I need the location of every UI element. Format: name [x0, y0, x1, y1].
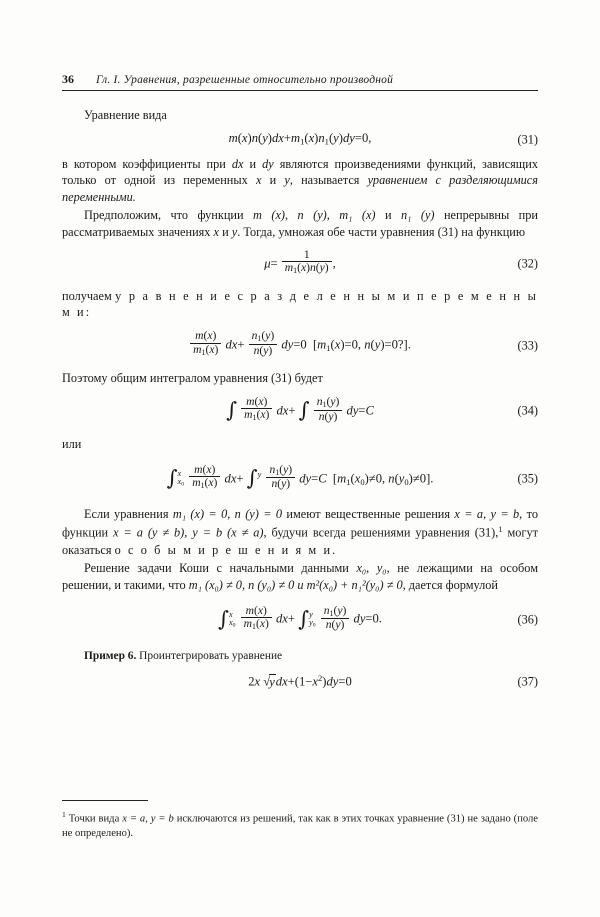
- example-text: Проинтегрировать уравнение: [139, 649, 283, 662]
- example-6: [62, 650, 538, 662]
- roots-ab: x = a, y = b: [454, 506, 520, 521]
- inline-y2: y: [231, 224, 238, 239]
- footnote-area: [62, 800, 538, 842]
- paragraph-or: или: [62, 437, 82, 451]
- chapter-title: Гл. I. Уравнения, разрешенные относительно производной: [96, 74, 394, 86]
- integral-limits-1: x $x_0$: [177, 468, 185, 489]
- footnote-points: x = a, y = b: [122, 813, 174, 825]
- equation-33: [62, 329, 538, 359]
- inline-dy: dy: [262, 156, 274, 171]
- equation-32: [62, 247, 538, 278]
- func-m-x: m (x): [253, 208, 285, 223]
- equation-34-math: ∫ $\frac{m(x)}{m_1(x)}$ dx+ ∫ $\frac{n_1(y)}{n(y)}$ dy=C: [226, 394, 374, 423]
- fraction-mu: $\frac{1}{m_1(x)n(y)}$: [282, 249, 332, 276]
- paragraph-coefficients: в котором коэффициенты при dx и dy являются произведениями функций, зависящих только от одной из переменных x и y, называется уравнением с разделяющимися переменными.: [62, 156, 538, 204]
- inline-dx: dx: [231, 156, 244, 171]
- footnote-rule: [62, 800, 148, 801]
- paragraph-cauchy-problem: Решение задачи Коши с начальными данными x₀, y₀, не лежащими на особом решении, и такими, что m₁ (x₀) ≠ 0, n (y₀) ≠ 0 и m²(x₀) + n₁²(y₀) ≠ 0, дается формулой: [62, 561, 538, 592]
- integral-sign-6: ∫: [298, 606, 310, 631]
- paragraph-intro: Уравнение вида: [84, 108, 167, 122]
- term-separated-variables: у р а в н е н и е с р а з д е л е н н ы м и п е р е м е н н ы м и:: [62, 288, 538, 320]
- footnote-ref: 1: [498, 525, 503, 535]
- equation-31: [62, 131, 538, 149]
- solutions-ab: x = a (y ≠ b), y = b (x ≠ a): [113, 526, 264, 540]
- func-m1-x: m₁ (x): [339, 208, 376, 223]
- equation-32-math: μ= $\frac{1}{m_1(x)n(y)}$ ,: [264, 247, 336, 276]
- fraction-m-over-m1: $\frac{m(x)}{m_1(x)}$: [190, 330, 221, 357]
- equation-35-tag: (35): [517, 471, 538, 486]
- equation-36: [62, 603, 538, 633]
- integral-sign-2: ∫: [298, 398, 310, 423]
- equation-31-tag: (31): [517, 132, 538, 147]
- example-label: Пример 6.: [84, 649, 137, 662]
- initial-data: x₀, y₀: [356, 561, 387, 576]
- equation-32-tag: (32): [517, 256, 538, 271]
- inline-y: y: [284, 173, 290, 188]
- fraction-m-over-m1-c: $\frac{m(x)}{m_1(x)}$: [189, 464, 220, 491]
- paragraph-general-integral: Поэтому общим интегралом уравнения (31) будет: [62, 371, 323, 386]
- fraction-n1-over-n-b: $\frac{n_1(y)}{n(y)}$: [314, 396, 343, 423]
- equation-37-math: 2x $√ydx+(1-x^2)dy=0$: [248, 672, 352, 689]
- fraction-n1-over-n-c: $\frac{n_1(y)}{n(y)}$: [266, 464, 295, 491]
- equations-zero: m₁ (x) = 0, n (y) = 0: [172, 506, 283, 521]
- footnote-marker: 1: [62, 810, 66, 819]
- integral-limits-3: x $x_0$: [228, 609, 236, 629]
- equation-34-tag: (34): [517, 403, 538, 418]
- integral-sign-5: ∫: [218, 606, 229, 631]
- fraction-m-over-m1-d: $\frac{m(x)}{m_1(x)}$: [241, 605, 272, 632]
- fraction-n1-over-n-d: $\frac{n_1(y)}{n(y)}$: [321, 605, 350, 632]
- term-separable-equation: уравнением с разделяющимися переменными.: [62, 173, 538, 204]
- inline-x: x: [255, 173, 262, 188]
- integral-sign: ∫: [226, 398, 238, 423]
- equation-37-tag: (37): [517, 674, 538, 689]
- equation-35-math: ∫ x $x_0$ $\frac{m(x)}{m_1(x)}$ dx+ ∫ y $\frac{n_1(y)}{n(y)}$ dy=C [$m_1(x_0)\ne 0$, $n(y_0)\ne 0$].: [166, 462, 434, 491]
- page-number: 36: [62, 72, 74, 86]
- term-singular-solutions: о с о б ы м и р е ш е н и я м и.: [114, 542, 338, 557]
- page-content: [62, 72, 538, 691]
- equation-34: [62, 394, 538, 425]
- paragraph-separated: получаем у р а в н е н и е с р а з д е л е н н ы м и п е р е м е н н ы м и:: [62, 288, 538, 320]
- integral-limits-4: y $y_0$: [309, 609, 316, 629]
- integral-sign-3: ∫: [166, 466, 178, 491]
- running-header: [62, 72, 538, 87]
- fraction-n1-over-n: $\frac{n_1(y)}{n(y)}$: [249, 330, 278, 357]
- equation-35: [62, 462, 538, 493]
- equation-36-tag: (36): [517, 612, 538, 627]
- equation-33-math: $\frac{m(x)}{m_1(x)}$ dx+ $\frac{n_1(y)}{n(y)}$ dy=0 [$m_1(x)=0$, n(y)=0?].: [62, 332, 538, 359]
- fraction-m-over-m1-b: $\frac{m(x)}{m_1(x)}$: [241, 396, 272, 423]
- inline-x2: x: [213, 224, 219, 239]
- paragraph-assumption: Предположим, что функции m (x), n (y), m₁ (x) и n₁ (y) непрерывны при рассматриваемых значениях x и y. Тогда, умножая обе части уравнения (31) на функцию: [62, 208, 538, 239]
- func-n-y: n (y): [297, 208, 327, 223]
- equation-37: [62, 673, 538, 691]
- equation-33-tag: (33): [517, 338, 538, 353]
- equation-36-math: ∫ x $x_0$ $\frac{m(x)}{m_1(x)}$ dx+ ∫ y $y_0$ $\frac{n_1(y)}{n(y)}$ dy=0.: [218, 603, 382, 632]
- paragraph-singular-solutions: Если уравнения m₁ (x) = 0, n (y) = 0 имеют вещественные решения x = a, y = b, то функции x = a (y ≠ b), y = b (x ≠ a), будучи всегда решениями уравнения (31),$^1$ могут оказаться о с о б ы м и р е ш е н и я м и.: [62, 506, 538, 557]
- header-rule: [62, 90, 538, 91]
- integral-limits-2: y: [257, 469, 262, 479]
- integral-sign-4: ∫: [246, 466, 258, 491]
- func-n1-y: n₁ (y): [401, 208, 435, 223]
- conditions: m₁ (x₀) ≠ 0, n (y₀) ≠ 0 и m²(x₀) + n₁²(y₀) ≠ 0: [188, 577, 403, 592]
- footnote-1: $^1$ Точки вида x = a, y = b исключаются из решений, так как в этих точках уравнение (31) не задано (поле не определено).: [62, 810, 539, 840]
- equation-31-math: $m(x)n(y)dx+m_1(x)n_1(y)dy=0$,: [228, 130, 372, 146]
